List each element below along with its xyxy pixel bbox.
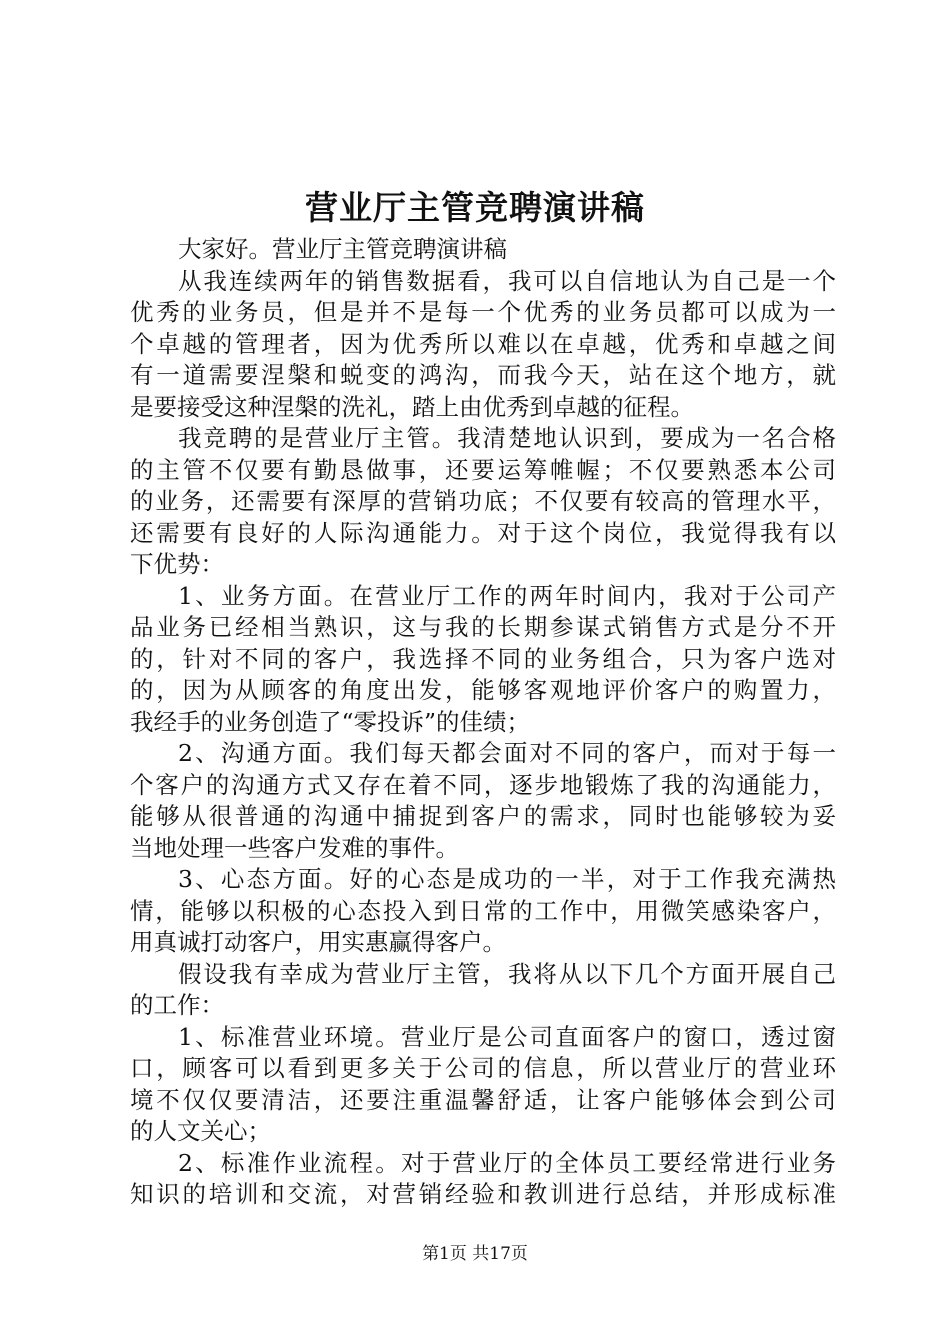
paragraph-line: 2、沟通方面。我们每天都会面对不同的客户，而对于每一 xyxy=(178,739,836,767)
paragraph-line: 口，顾客可以看到更多关于公司的信息，所以营业厅的营业环 xyxy=(130,1054,836,1082)
paragraph-line: 有一道需要涅槃和蜕变的鸿沟，而我今天，站在这个地方，就 xyxy=(130,361,836,389)
paragraph-line: 的业务，还需要有深厚的营销功底；不仅要有较高的管理水平， xyxy=(130,487,836,515)
document-body xyxy=(130,234,836,1211)
paragraph-line: 优秀的业务员，但是并不是每一个优秀的业务员都可以成为一 xyxy=(130,298,836,326)
paragraph-line: 情，能够以积极的心态投入到日常的工作中，用微笑感染客户， xyxy=(130,896,836,925)
paragraph-line: 品业务已经相当熟识，这与我的长期参谋式销售方式是分不开 xyxy=(130,613,836,641)
paragraph-line: 下优势： xyxy=(130,550,224,578)
paragraph-line: 从我连续两年的销售数据看，我可以自信地认为自己是一个 xyxy=(178,266,836,295)
paragraph-line: 能够从很普通的沟通中捕捉到客户的需求，同时也能够较为妥 xyxy=(130,802,836,830)
paragraph-line: 1、标准营业环境。营业厅是公司直面客户的窗口，透过窗 xyxy=(178,1022,836,1051)
paragraph-line: 的，针对不同的客户，我选择不同的业务组合，只为客户选对 xyxy=(130,644,836,673)
page-number-footer: 第1页 共17页 xyxy=(422,1244,528,1264)
paragraph-line: 1、业务方面。在营业厅工作的两年时间内，我对于公司产 xyxy=(178,581,836,610)
document-title: 营业厅主管竞聘演讲稿 xyxy=(305,188,645,227)
paragraph-line: 当地处理一些客户发难的事件。 xyxy=(130,833,459,862)
paragraph-line: 的，因为从顾客的角度出发，能够客观地评价客户的购置力， xyxy=(130,676,836,704)
paragraph-line: 的人文关心； xyxy=(130,1117,271,1145)
paragraph-line: 个卓越的管理者，因为优秀所以难以在卓越，优秀和卓越之间 xyxy=(130,329,836,358)
paragraph-line: 3、心态方面。好的心态是成功的一半，对于工作我充满热 xyxy=(178,865,836,893)
paragraph-line: 是要接受这种涅槃的洗礼，踏上由优秀到卓越的征程。 xyxy=(130,392,694,421)
paragraph-line: 还需要有良好的人际沟通能力。对于这个岗位，我觉得我有以 xyxy=(130,518,836,547)
paragraph-line: 我经手的业务创造了“零投诉”的佳绩； xyxy=(130,707,531,736)
paragraph-line: 2、标准作业流程。对于营业厅的全体员工要经常进行业务 xyxy=(178,1148,836,1177)
paragraph-line: 境不仅仅要清洁，还要注重温馨舒适，让客户能够体会到公司 xyxy=(130,1085,836,1114)
paragraph-line: 知识的培训和交流，对营销经验和教训进行总结，并形成标准 xyxy=(130,1180,836,1208)
paragraph-line: 我竞聘的是营业厅主管。我清楚地认识到，要成为一名合格 xyxy=(178,424,836,452)
paragraph-line: 个客户的沟通方式又存在着不同，逐步地锻炼了我的沟通能力， xyxy=(130,770,836,799)
paragraph-line: 用真诚打动客户，用实惠赢得客户。 xyxy=(130,928,506,956)
paragraph-line: 大家好。营业厅主管竞聘演讲稿 xyxy=(178,235,507,263)
paragraph-line: 的工作： xyxy=(130,991,224,1019)
paragraph-line: 假设我有幸成为营业厅主管，我将从以下几个方面开展自己 xyxy=(178,959,836,988)
paragraph-line: 的主管不仅要有勤恳做事，还要运筹帷幄；不仅要熟悉本公司 xyxy=(130,455,836,484)
